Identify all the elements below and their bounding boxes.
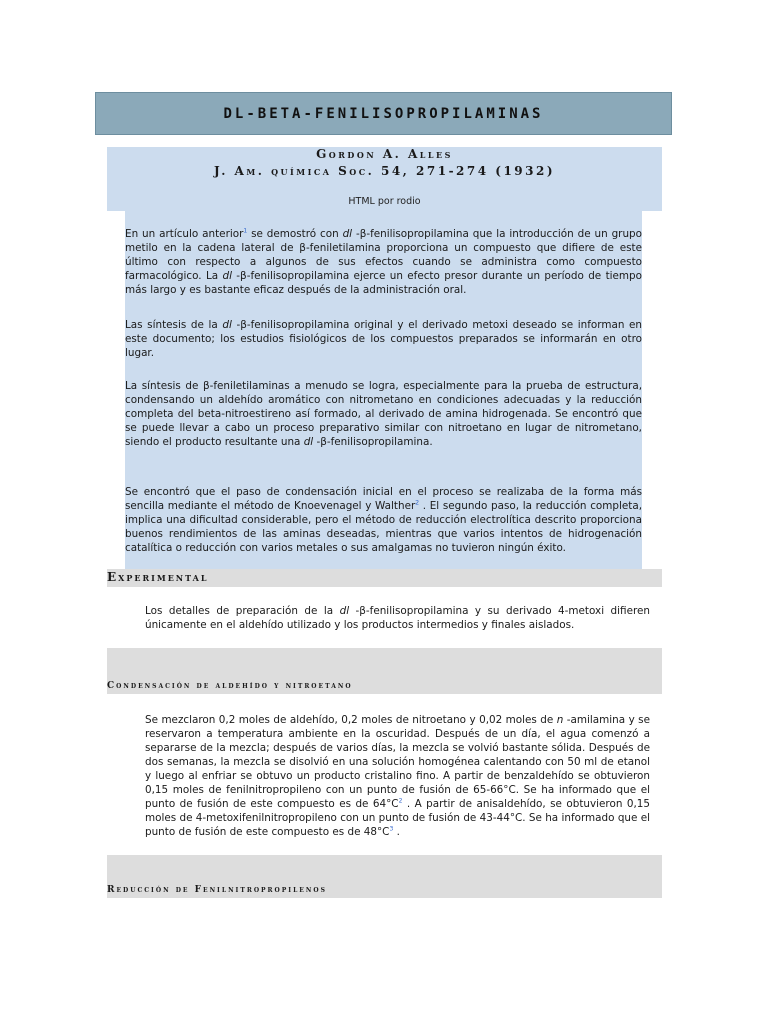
- italic-dl: dl: [222, 270, 232, 282]
- text: -β-fenilisopropilamina que la introducción de un grupo metilo en la cadena lateral de β-feniletilamina proporciona un compuesto que difiere de este último con respecto a algunos de sus efectos cuando se administra como compuesto farmacológico. La: [125, 228, 642, 282]
- intro-paragraph-2: [125, 318, 642, 360]
- intro-section: [125, 211, 642, 569]
- experimental-paragraph: [145, 604, 650, 632]
- text: . A partir de anisaldehído, se obtuvieron 0,15 moles de 4-metoxifenilnitropropileno con un punto de fusión de 43-44°C. Se ha informado que el punto de fusión de este compuesto es de 48°C: [145, 798, 650, 838]
- italic-dl: dl: [303, 436, 314, 448]
- footnote-link[interactable]: 1: [243, 227, 248, 235]
- reduction-heading: Reducción de Fenilnitropropilenos: [107, 885, 327, 895]
- text: Se encontró que el paso de condensación inicial en el proceso se realizaba de la forma más sencilla mediante el método de Knoevenagel y Walther: [125, 486, 642, 512]
- journal-citation: J. Am. química Soc. 54, 271-274 (1932): [213, 164, 556, 178]
- text: -β-fenilisopropilamina ejerce un efecto presor durante un período de tiempo más largo y es bastante eficaz después de la administración oral.: [125, 270, 642, 296]
- article-title: DL-BETA-FENILISOPROPILAMINAS: [95, 92, 672, 135]
- footnote-link[interactable]: 3: [389, 825, 394, 833]
- text: En un artículo anterior: [125, 228, 244, 240]
- footnote-link[interactable]: 2: [398, 797, 403, 805]
- italic-dl: dl: [222, 319, 232, 331]
- text: Se mezclaron 0,2 moles de aldehído, 0,2 moles de nitroetano y 0,02 moles de: [145, 714, 557, 726]
- html-credit: HTML por rodio: [348, 196, 421, 207]
- condensation-paragraph: [145, 713, 650, 839]
- text: . El segundo paso, la reducción completa, implica una dificultad considerable, pero el método de reducción electrolítica descrito proporciona buenos rendimientos de las aminas deseadas, mientras que varios intentos de hidrogenación catalítica o reducción con varios metales o sus amalgamas no tuvieron ningún éxito.: [125, 500, 642, 554]
- italic-n: n: [556, 714, 564, 726]
- intro-paragraph-4: [125, 485, 642, 555]
- intro-paragraph-1: [125, 227, 642, 297]
- text: -β-fenilisopropilamina.: [313, 436, 433, 448]
- author-name: Gordon A. Alles: [316, 147, 453, 161]
- author-block: [107, 147, 662, 211]
- text: se demostró con: [247, 228, 343, 240]
- text: Los detalles de preparación de la: [145, 605, 340, 617]
- intro-paragraph-3: [125, 379, 642, 449]
- italic-dl: dl: [342, 228, 353, 240]
- text: -β-fenilisopropilamina original y el derivado metoxi deseado se informan en este documento; los estudios fisiológicos de los compuestos preparados se informarán en otro lugar.: [125, 319, 643, 359]
- text: .: [393, 826, 400, 838]
- italic-dl: dl: [339, 605, 350, 617]
- text: La síntesis de β-feniletilaminas a menudo se logra, especialmente para la prueba de estructura, condensando un aldehído aromático con nitrometano en condiciones adecuadas y la reducción completa del beta-nitroestireno así formado, al derivado de amina hidrogenada. Se encontró que se puede llevar a cabo un proceso preparativo similar con nitroetano en lugar de nitrometano, siendo el producto resultante una: [125, 380, 642, 448]
- text: Las síntesis de la: [125, 319, 223, 331]
- text: -amilamina y se reservaron a temperatura ambiente en la oscuridad. Después de un día, el agua comenzó a separarse de la mezcla; después de varios días, la mezcla se volvió bastante sólida. Después de dos semanas, la mezcla se disolvió en una solución homogénea calentando con 50 ml de etanol y luego al enfriar se obtuvo un producto cristalino fino. A partir de benzaldehído se obtuvieron 0,15 moles de fenilnitropropileno con un punto de fusión de 65-66°C. Se ha informado que el punto de fusión de este compuesto es de 64°C: [145, 714, 650, 810]
- condensation-heading: Condensación de aldehído y nitroetano: [107, 681, 353, 691]
- text: -β-fenilisopropilamina y su derivado 4-metoxi difieren únicamente en el aldehído utilizado y los productos intermedios y finales aislados.: [145, 605, 650, 631]
- footnote-link[interactable]: 2: [415, 499, 420, 507]
- experimental-heading: Experimental: [107, 570, 209, 584]
